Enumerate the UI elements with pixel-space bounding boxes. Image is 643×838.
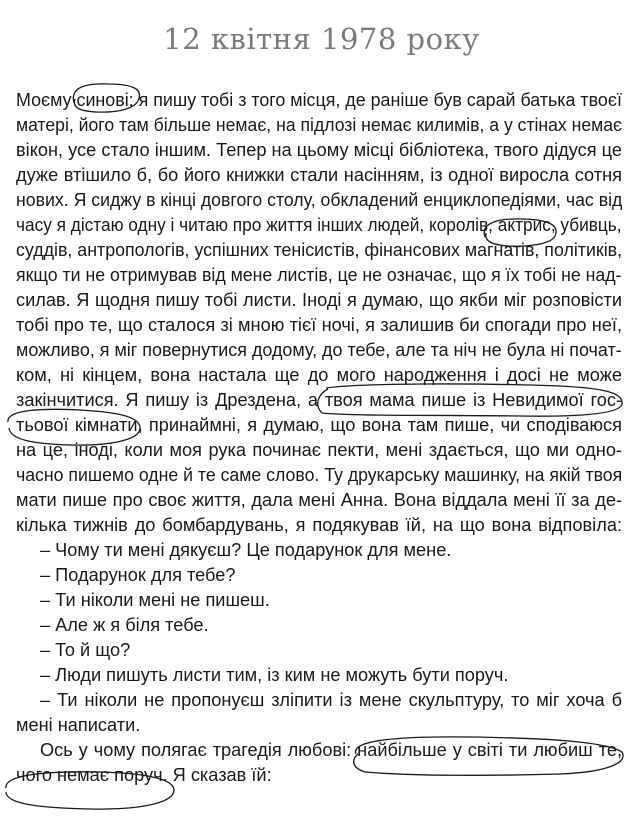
text-line: силав. Я щодня пишу тобі листи. Іноді я думаю, що якби міг розповісти	[16, 290, 622, 310]
text-line: на це, іноді, коли моя рука починає пекти, мені здається, що ми одно-	[16, 440, 622, 460]
text-line: матері, його там більше немає, на підлозі немає килимів, а у стінах немає	[16, 115, 623, 135]
text-line: вікон, усе стало іншим. Тепер на цьому місці бібліотека, твого дідуся це	[16, 140, 622, 160]
dialogue-line: – Подарунок для тебе?	[40, 565, 236, 585]
text-line: нових. Я сиджу в кінці довгого столу, обкладений енциклопедіями, час від	[16, 190, 623, 210]
text-line: кілька тижнів до бомбардувань, я подякував їй, на що вона відповіла:	[16, 515, 622, 535]
text-line: тобі про те, що сталося зі мною тієї ночі, я залишив би спогади про неї,	[16, 315, 622, 335]
text-line: можливо, я міг повернутися додому, до тебе, але та ніч не була ні почат-	[16, 340, 622, 360]
dialogue-line: – Ти ніколи не пропонуєш зліпити із мене скульптуру, то міг хоча б	[40, 690, 622, 710]
text-line: Ось у чому полягає трагедія любові: найбільше у світі ти любиш те,	[40, 740, 622, 760]
text-line: тьової кімнати, принаймні, я думаю, що вона там пише, чи сподіваюся	[16, 415, 622, 435]
page-heading-date: 12 квітня 1978 року	[163, 22, 480, 56]
text-line: Моєму синові: я пишу тобі з того місця, де раніше був сарай батька твоєї	[16, 90, 622, 110]
text-line: чого немає поруч. Я сказав їй:	[16, 765, 272, 785]
dialogue-line: мені написати.	[16, 715, 141, 735]
dialogue-line: – Люди пишуть листи тим, із ким не можуть бути поруч.	[40, 665, 509, 685]
text-line: суддів, антропологів, успішних тенісистів, фінансових магнатів, політиків,	[16, 240, 623, 260]
text-line: мати пише про своє життя, дала мені Анна. Вона віддала мені її за де-	[16, 490, 622, 510]
text-line: дуже втішило б, бо його книжки стали насінням, із одної виросла сотня	[16, 165, 622, 185]
dialogue-line: – Ти ніколи мені не пишеш.	[40, 590, 270, 610]
text-line: якщо ти не отримував від мене листів, це не означає, що я їх тобі не над-	[16, 265, 622, 285]
text-line: часу я дістаю одну і читаю про життя інших людей, королів, актрис, убивць,	[16, 215, 622, 235]
dialogue-line: – То й що?	[40, 640, 131, 660]
text-line: часно пишемо одне й те саме слово. Ту друкарську машинку, на якій твоя	[16, 465, 623, 485]
dialogue-line: – Чому ти мені дякуєш? Це подарунок для мене.	[40, 540, 452, 560]
text-line: ком, ні кінцем, вона настала ще до мого народження і досі не може	[16, 365, 622, 385]
text-line: закінчитися. Я пишу із Дрездена, а твоя мама пише із Невидимої гос-	[16, 390, 622, 410]
dialogue-line: – Але ж я біля тебе.	[40, 615, 209, 635]
